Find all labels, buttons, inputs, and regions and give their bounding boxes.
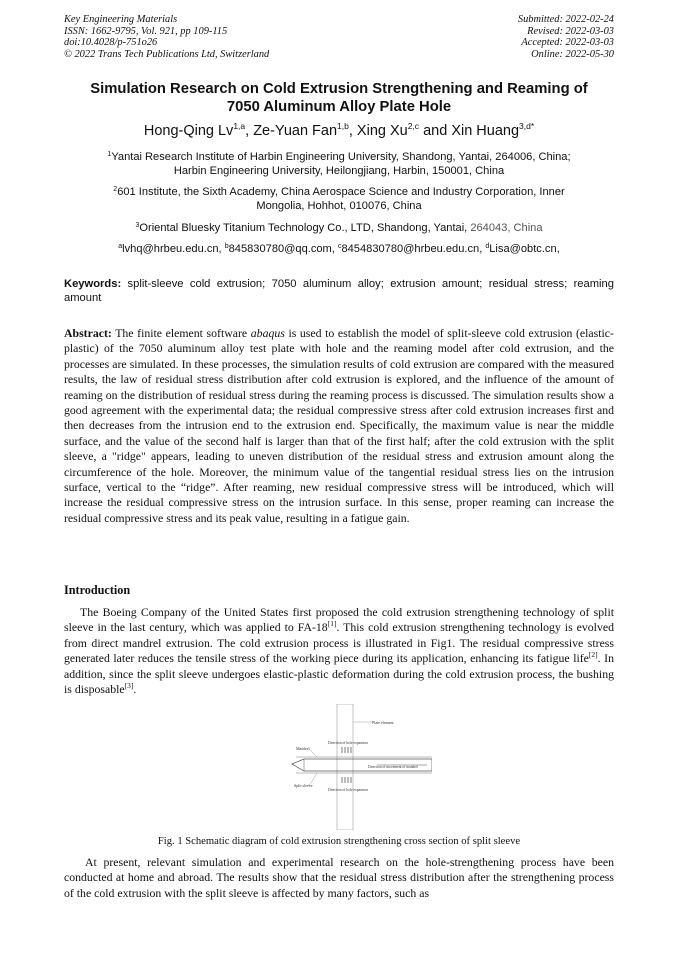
paragraph-text: . [133,682,137,697]
affiliation-postcode: 264043, China [470,222,543,234]
paper-title [50,80,628,116]
affiliation-text: Yantai Research Institute of Harbin Engineering University, Shandong, Yantai, 264006, China; [111,151,571,163]
affiliation-text: 601 Institute, the Sixth Academy, China Aerospace Science and Industry Corporation, Inner [117,186,565,198]
title-line-1: Simulation Research on Cold Extrusion Strengthening and Reaming of [90,81,588,97]
plate-element [337,704,353,830]
date-accepted: Accepted: 2022-03-03 [521,37,614,49]
figure-1-diagram [282,704,432,830]
email-mark: b [224,243,229,250]
abstract-label: Abstract: [64,326,112,340]
journal-name: Key Engineering Materials [64,14,178,25]
author-name: Xing Xu [356,123,408,139]
author-affiliation-mark: 1,b [337,121,349,131]
author-affiliation-mark: 3,d* [519,121,535,131]
citation-1[interactable]: [1] [327,619,337,629]
email-link[interactable]: Lisa@obtc.cn, [489,243,560,255]
email-link[interactable]: 845830780@qq.com, [228,243,338,255]
label-split-sleeve: Split sleeve [294,783,313,788]
section-heading-introduction: Introduction [64,583,131,597]
author-separator: , [245,123,254,139]
affiliation-mark: 2 [113,186,118,193]
abstract-section [64,326,614,526]
abstract-text: is used to establish the model of split-sleeve cold extrusion (elastic-plastic) of the 7050 aluminum alloy test plate with hole and the reaming model after cold extrusion, and the processes are simulated. In these processes, the simulation results of cold extrusion are compared with the measured results, the law of residual stress distribution after cold extrusion is explored, and the influence of the amount of reaming on the distribution of residual stress during the reaming process is discussed. The simulation results show a good agreement with the experimental data; the residual compressive stress after cold extrusion increases first and then decreases from the intrusion end to the extrusion end. Specifically, the maximum value is near the middle surface, and the value of the second half is larger than that of the first half; after the cold extrusion with the split sleeve, a "ridge" appears, leading to uneven distribution of the residual stress and extrusion amount along the circumference of the hole. Moreover, the minimum value of the tangential residual stress lies on the intrusion surface, vertical to the “ridge”. After reaming, new residual compressive stress will be introduced, which will increase the residual compressive stress on the intrusion surface. In this sense, proper reaming can increase the residual compressive stress and its peak value, resulting in a fatigue gain. [64,326,614,525]
date-revised: Revised: 2022-03-03 [527,25,614,37]
date-submitted: Submitted: 2022-02-24 [517,14,614,25]
date-online: Online: 2022-05-30 [531,48,614,60]
email-mark: a [118,243,123,250]
figure-1-caption: Fig. 1 Schematic diagram of cold extrusion strengthening cross section of split sleeve [157,836,521,847]
author-separator: and [419,123,452,139]
label-mandrel-movement: Direction of movement of mandrel [368,765,419,769]
journal-doi[interactable]: doi:10.4028/p-751o26 [64,37,158,49]
intro-paragraph-1 [64,605,614,697]
email-mark: d [485,243,490,250]
leader-line [309,749,317,757]
author-name: Hong-Qing Lv [143,123,234,139]
author-separator: , [348,123,357,139]
submission-dates [518,14,614,60]
author-affiliation-mark: 1,a [233,121,246,131]
title-line-2: 7050 Aluminum Alloy Plate Hole [226,99,452,115]
keywords-text: split-sleeve cold extrusion; 7050 aluminum alloy; extrusion amount; residual stress; reaming amount [64,278,614,304]
affiliation-text: Oriental Bluesky Titanium Technology Co., LTD, Shandong, Yantai, [139,222,471,234]
label-plate-element: Plate element [372,720,394,725]
affiliation-1 [54,150,624,178]
intro-paragraph-2: At present, relevant simulation and experimental research on the hole-strengthening process have been conducted at home and abroad. The results show that the residual stress distribution after the strengthening process of the cold extrusion with the split sleeve is affected by many factors, such as [64,855,614,900]
affiliation-text: Mongolia, Hohhot, 010076, China [256,200,422,213]
affiliation-mark: 3 [135,222,140,229]
author-name: Ze-Yuan Fan [253,123,338,139]
affiliation-2 [54,185,624,213]
affiliation-text: Harbin Engineering University, Heilongjiang, Harbin, 150001, China [173,165,505,178]
email-link[interactable]: 8454830780@hrbeu.edu.cn, [341,243,486,255]
label-hole-expansion-top: Direction of hole expansion [328,741,369,745]
label-hole-expansion-bottom: Direction of hole expansion [328,788,369,792]
email-list [54,242,624,256]
citation-2[interactable]: [2] [588,650,598,660]
citation-3[interactable]: [3] [124,681,134,691]
label-mandrel: Mandrel [296,746,310,751]
paragraph-text: . In addition, since the split sleeve undergoes elastic-plastic deformation during the cold extrusion process, the bushing is disposable [64,651,614,697]
affiliation-mark: 1 [107,151,112,158]
journal-header [64,14,269,60]
journal-issn: ISSN: 1662-9795, Vol. 921, pp 109-115 [64,25,228,37]
paragraph-text: . This cold extrusion strengthening technology is evolved from direct mandrel extrusion. The cold extrusion process is illustrated in Fig1. The residual compressive stress generated later reduces the tensile stress of the working piece during its application, enhancing its fatigue life [64,620,614,666]
author-affiliation-mark: 2,c [407,121,420,131]
email-mark: c [337,243,342,250]
keywords-label: Keywords: [64,278,122,290]
paragraph-text: The Boeing Company of the United States first proposed the cold extrusion strengthening technology of split sleeve in the last century, which was applied to FA-18 [64,605,614,635]
keywords-section [64,278,614,305]
abstract-text: The finite element software [111,326,251,340]
affiliation-3 [54,221,624,235]
journal-copyright: © 2022 Trans Tech Publications Ltd, Switzerland [64,48,270,60]
author-name: Xin Huang [451,123,520,139]
author-list [40,122,638,140]
software-name: abaqus [250,326,285,340]
email-link[interactable]: lvhq@hrbeu.edu.cn, [122,243,225,255]
